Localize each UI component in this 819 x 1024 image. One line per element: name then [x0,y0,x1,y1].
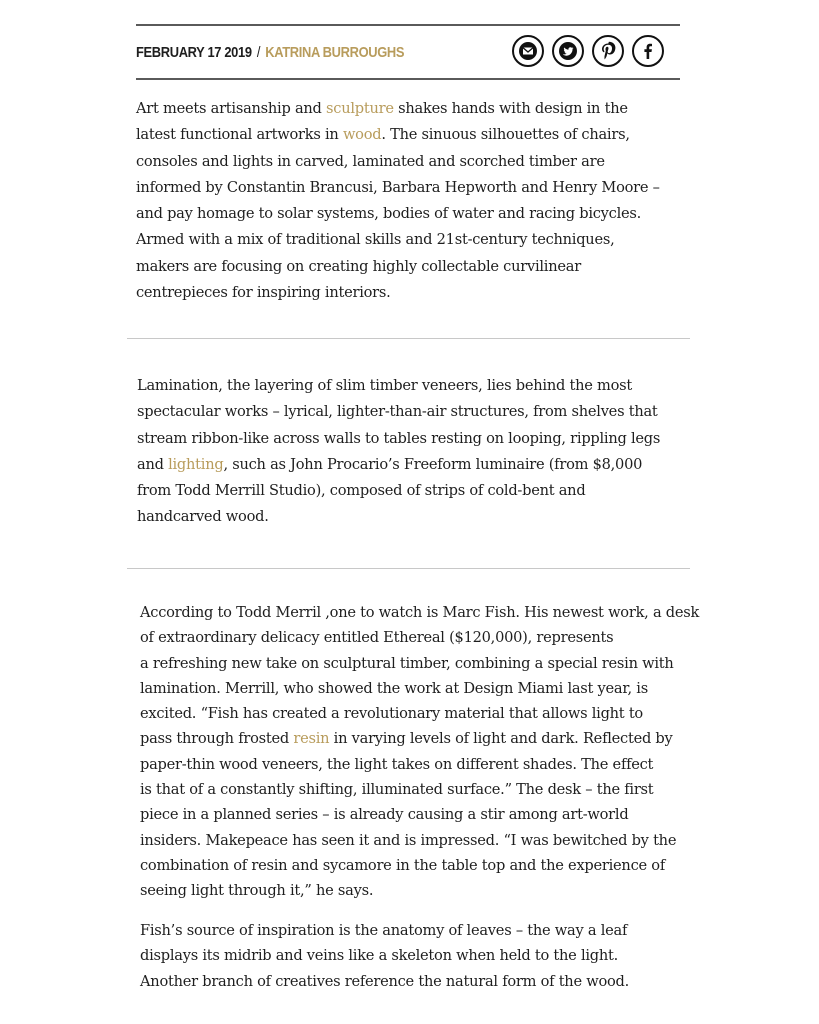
byline-separator: / [256,44,261,61]
text-line: Another branch of creatives reference the natural form of the wood. [140,972,630,990]
byline [136,44,404,61]
lamination-paragraph [137,373,660,531]
text-line: handcarved wood. [137,508,269,526]
text-span: in varying levels of light and dark. Reflected by [329,730,673,748]
text-line: consoles and lights in carved, laminated and scorched timber are [136,152,605,170]
text-span: , such as John Procario’s Freeform luminaire (from $8,000 [223,455,643,473]
text-line: seeing light through it,” he says. [140,882,374,900]
text-line: spectacular works – lyrical, lighter-than-air structures, from shelves that [137,403,658,421]
text-line: stream ribbon-like across walls to tables resting on looping, rippling legs [137,429,661,447]
text-line [140,726,699,751]
text-line: paper-thin wood veneers, the light takes on different shades. The effect [140,755,654,773]
section-divider [127,338,690,339]
intro-paragraph [136,96,660,306]
twitter-icon [558,41,578,61]
share-pinterest-button[interactable] [592,35,624,67]
facebook-icon [638,41,658,61]
text-line: a refreshing new take on sculptural timber, combining a special resin with [140,654,674,672]
email-icon [518,41,538,61]
text-line [136,96,660,122]
text-span: latest functional artworks in [136,126,343,144]
lighting-link[interactable]: lighting [168,455,224,473]
text-line: Fish’s source of inspiration is the anatomy of leaves – the way a leaf [140,922,628,939]
resin-link[interactable]: resin [293,730,330,748]
share-twitter-button[interactable] [552,35,584,67]
text-line [136,122,660,148]
text-line: lamination. Merrill, who showed the work at Design Miami last year, is [140,679,648,697]
text-line: piece in a planned series – is already causing a stir among art-world [140,806,629,824]
header-top-rule [136,24,680,26]
text-line: from Todd Merrill Studio), composed of strips of cold-bent and [137,482,586,500]
text-line: According to Todd Merril ,one to watch is Marc Fish. His newest work, a desk [140,604,700,621]
pinterest-icon [598,41,618,61]
text-line: Lamination, the layering of slim timber veneers, lies behind the most [137,377,632,394]
wood-link[interactable]: wood [342,126,382,144]
text-span: pass through frosted [140,730,294,748]
text-line: of extraordinary delicacy entitled Ethereal ($120,000), represents [140,629,614,647]
share-buttons [512,35,664,67]
sculpture-link[interactable]: sculpture [326,100,394,117]
merril-paragraph [140,600,699,904]
header-bottom-rule [136,78,680,80]
text-line: and pay homage to solar systems, bodies of water and racing bicycles. [136,205,642,223]
text-span: shakes hands with design in the [393,100,628,117]
text-line: combination of resin and sycamore in the table top and the experience of [140,856,665,874]
text-line: insiders. Makepeace has seen it and is impressed. “I was bewitched by the [140,831,677,849]
text-line: Armed with a mix of traditional skills and 21st-century techniques, [136,231,615,249]
text-span: and [137,455,169,473]
text-span: Art meets artisanship and [136,100,327,117]
text-line: makers are focusing on creating highly collectable curvilinear [136,257,581,275]
section-divider [127,568,690,569]
text-span: . The sinuous silhouettes of chairs, [381,126,630,144]
text-line [137,452,660,478]
article-date: FEBRUARY 17 2019 [136,44,252,61]
share-email-button[interactable] [512,35,544,67]
inspiration-paragraph [140,918,629,994]
text-line: displays its midrib and veins like a skeleton when held to the light. [140,947,619,965]
text-line: is that of a constantly shifting, illuminated surface.” The desk – the first [140,781,654,799]
text-line: excited. “Fish has created a revolutionary material that allows light to [140,705,643,723]
text-line: centrepieces for inspiring interiors. [136,284,391,302]
text-line: informed by Constantin Brancusi, Barbara Hepworth and Henry Moore – [136,178,660,196]
share-facebook-button[interactable] [632,35,664,67]
author-link[interactable]: KATRINA BURROUGHS [265,44,405,61]
